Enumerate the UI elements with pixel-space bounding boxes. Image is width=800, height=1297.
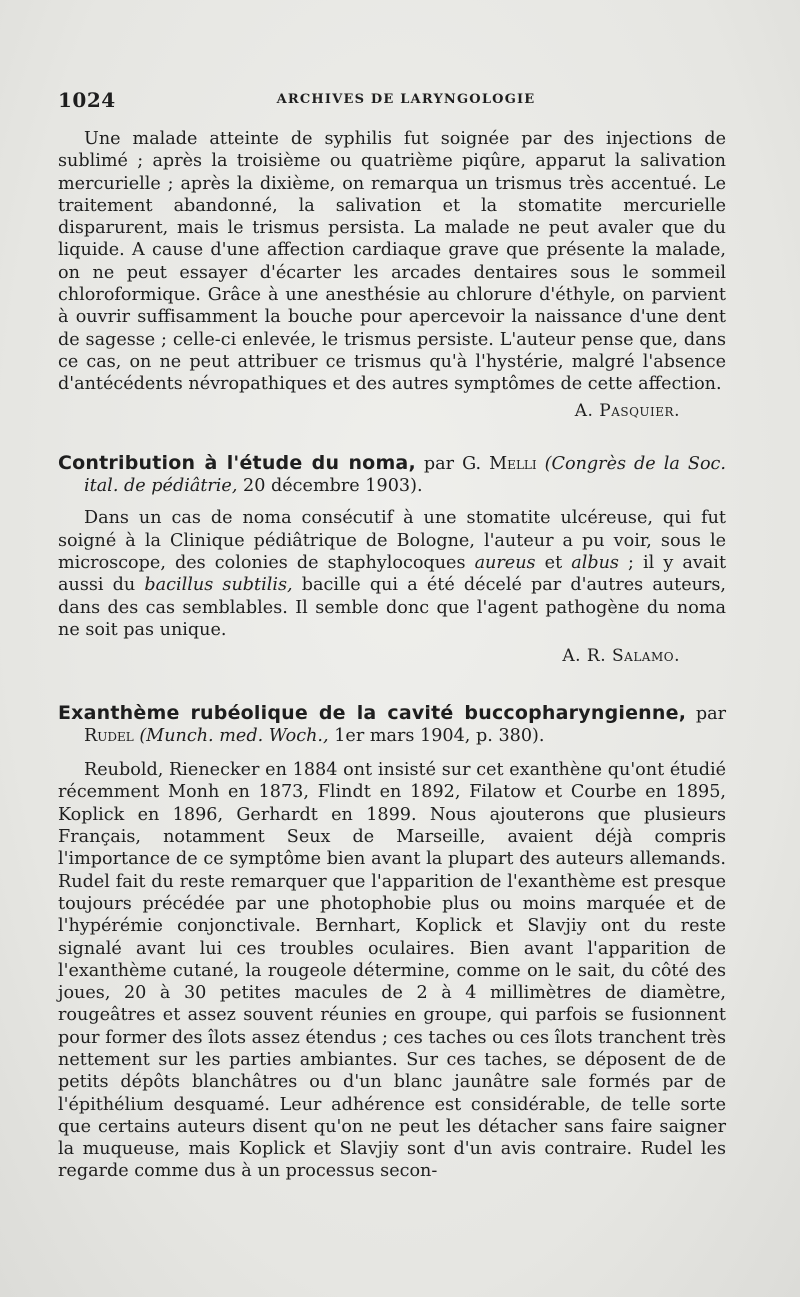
article3-paragraph: Reubold, Rienecker en 1884 ont insisté sur cet exanthène qu'ont étudié récemment Monh en 1873, Flindt en 1892, Filatow et Courbe en 1895, Koplick en 1896, Gerhardt en 1899. Nous ajouterons que plusieurs Français, notamment Seux de Marseille, avaient déjà compris l'importance de ce symptôme bien avant la plupart des auteurs allemands. Rudel fait du reste remarquer que l'apparition de l'exanthème est presque toujours précédée par une photophobie plus ou moins marquée et de l'hypérémie conjonctivale. Bernhart, Koplick et Slavjiy ont du reste signalé avant lui ces troubles oculaires. Bien avant l'apparition de l'exanthème cutané, la rougeole détermine, comme on le sait, du côté des joues, 20 à 30 petites macules de 2 à 4 millimètres de diamètre, rougeâtres et assez souvent réunies en groupe, qui parfois se fusionnent pour former des îlots assez étendus ; ces taches ou ces îlots tranchent très nettement sur les parties ambiantes. Sur ces taches, se déposent de de petits dépôts blanchâtres ou d'un blanc jaunâtre sale formés par de l'épithélium desquamé. Leur adhérence est considérable, de telle sorte que certains auteurs disent qu'on ne peut les détacher sans faire saigner la muqueuse, mais Koplick et Slavjiy sont d'un avis contraire. Rudel les regarde comme dus à un processus secon- [58, 760, 726, 1182]
article3-heading [58, 702, 726, 748]
page-number: 1024 [58, 88, 116, 112]
article2-by: par G. [423, 453, 482, 474]
article2-date: 20 décembre 1903). [243, 476, 423, 497]
article2-source: (Congrès de la Soc. ital. de pédiâtrie, [84, 453, 726, 497]
article2-text-b: ; il y avait aussi du [58, 553, 727, 596]
term-bacillus-subtilis: bacillus subtilis, [144, 575, 293, 596]
case1-signature: A. Pasquier. [574, 400, 680, 421]
page-body [58, 128, 726, 1183]
case1-paragraph: Une malade atteinte de syphilis fut soignée par des injections de sublimé ; après la troisième ou quatrième piqûre, apparut la salivation mercurielle ; après la dixième, on remarqua un trismus très accentué. Le traitement abandonné, la salivation et la stomatite mercurielle disparurent, mais le trismus persista. La malade ne peut avaler que du liquide. A cause d'une affection cardiaque grave que présente la malade, on ne peut essayer d'écarter les arcades dentaires sous le sommeil chloroformique. Grâce à une anesthésie au chlorure d'éthyle, on parvient à ouvrir suffisamment la bouche pour apercevoir la naissance d'une dent de sagesse ; celle-ci enlevée, le trismus persiste. L'auteur pense que, dans ce cas, on ne peut attribuer ce trismus qu'à l'hystérie, malgré l'absence d'antécédents névropathiques et des autres symptômes de cette affection. [58, 129, 726, 395]
page-header [58, 88, 724, 114]
article3-author: Rudel [84, 725, 134, 746]
article2-author: Melli [489, 453, 537, 474]
article2-heading [58, 452, 726, 498]
running-title: ARCHIVES DE LARYNGOLOGIE [276, 92, 536, 107]
article2-paragraph [58, 507, 726, 641]
article3-source: (Munch. med. Woch., [139, 725, 329, 746]
article2-text-a: Dans un cas de noma consécutif à une stomatite ulcéreuse, qui fut soigné à la Clinique pédiâtrique de Bologne, l'auteur a pu voir, sous le microscope, des colonies de staphylocoques [58, 508, 726, 574]
article2-text-and: et [544, 553, 563, 574]
article2-title: Contribution à l'étude du noma, [58, 451, 416, 474]
term-aureus: aureus [474, 553, 536, 574]
article2-signature: A. R. Salamo. [562, 646, 680, 667]
term-albus: albus [571, 553, 619, 574]
article3-title: Exanthème rubéolique de la cavité buccopharyngienne, [58, 701, 687, 724]
article3-date: 1er mars 1904, p. 380). [334, 725, 545, 746]
article2-text-c: bacille qui a été décelé par d'autres auteurs, dans des cas semblables. Il semble donc que l'agent pathogène du noma ne soit pas unique. [58, 575, 727, 640]
article3-by: par [695, 703, 726, 724]
